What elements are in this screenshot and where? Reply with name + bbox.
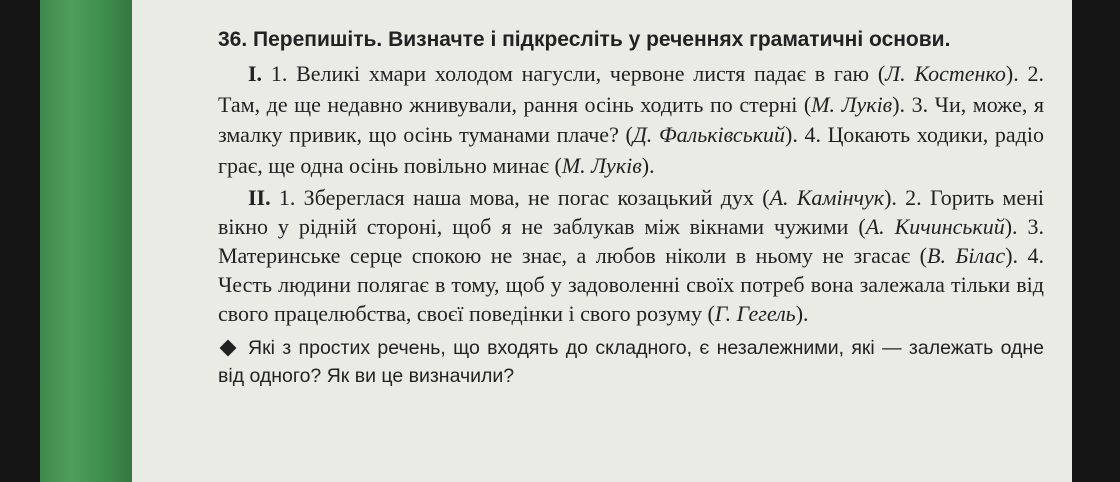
part-one-sentence-1: 1. Великі хмари холодом нагусли, червоне листя падає в гаю ( [262, 61, 886, 86]
task-text: Які з простих речень, що входять до складного, є незалежними, які — залежать одне від одного? Як ви це визначили? [218, 337, 1044, 387]
part-one-sentence-3: ). 3. Чи, може, я змалку привик, що осінь туманами плаче? ( [218, 91, 1044, 147]
author-bilas: В. Білас [927, 243, 1006, 268]
task-question [218, 334, 1044, 390]
part-one-paragraph [218, 59, 1044, 181]
right-dark-border [1072, 0, 1120, 482]
author-lukiv: М. Луків [811, 91, 893, 117]
author-kaminchuk: А. Камінчук [769, 185, 885, 210]
part-two-sentence-1: 1. Збереглася наша мова, не погас козацький дух ( [270, 185, 770, 210]
part-two-sentence-3: ). 3. Материнське серце спокою не знає, а любов ніколи в ньому не згасає ( [218, 214, 1044, 268]
part-two-label: II. [248, 185, 271, 210]
part-two-paragraph [218, 183, 1044, 328]
left-dark-border [0, 0, 40, 482]
part-two-sentence-4: ). 4. Честь людини полягає в тому, щоб у задоволенні своїх потреб вона залежала тільки від свого працелюбства, своєї поведінки і свого розуму ( [218, 243, 1045, 326]
exercise-block [218, 26, 1044, 390]
part-one-sentence-4: ). 4. Цокають ходики, радіо грає, ще одна осінь повільно минає ( [218, 122, 1044, 178]
exercise-title: 36. Перепишіть. Визначте і підкресліть у реченнях граматичні основи. [218, 28, 951, 51]
diamond-bullet-icon [220, 339, 237, 356]
part-two-sentence-2: ). 2. Горить мені вікно у рідній стороні, щоб я не заблукав між вікнами чужими ( [218, 185, 1045, 239]
book-page [132, 0, 1072, 482]
part-two-end: ). [795, 301, 809, 326]
part-one-sentence-2: ). 2. Там, де ще недавно жнивували, рання осінь ходить по стерні ( [218, 61, 1044, 117]
author-hegel: Г. Гегель [714, 301, 796, 326]
author-kychynskyi: А. Кичинський [865, 214, 1005, 239]
green-margin-band [40, 0, 132, 482]
part-one-label: I. [248, 61, 263, 86]
author-kostenko: Л. Костенко [885, 61, 1006, 86]
part-one-end: ). [641, 152, 655, 178]
author-falkivskyi: Д. Фальківський [632, 122, 785, 147]
author-lukiv-2: М. Луків [561, 152, 642, 178]
